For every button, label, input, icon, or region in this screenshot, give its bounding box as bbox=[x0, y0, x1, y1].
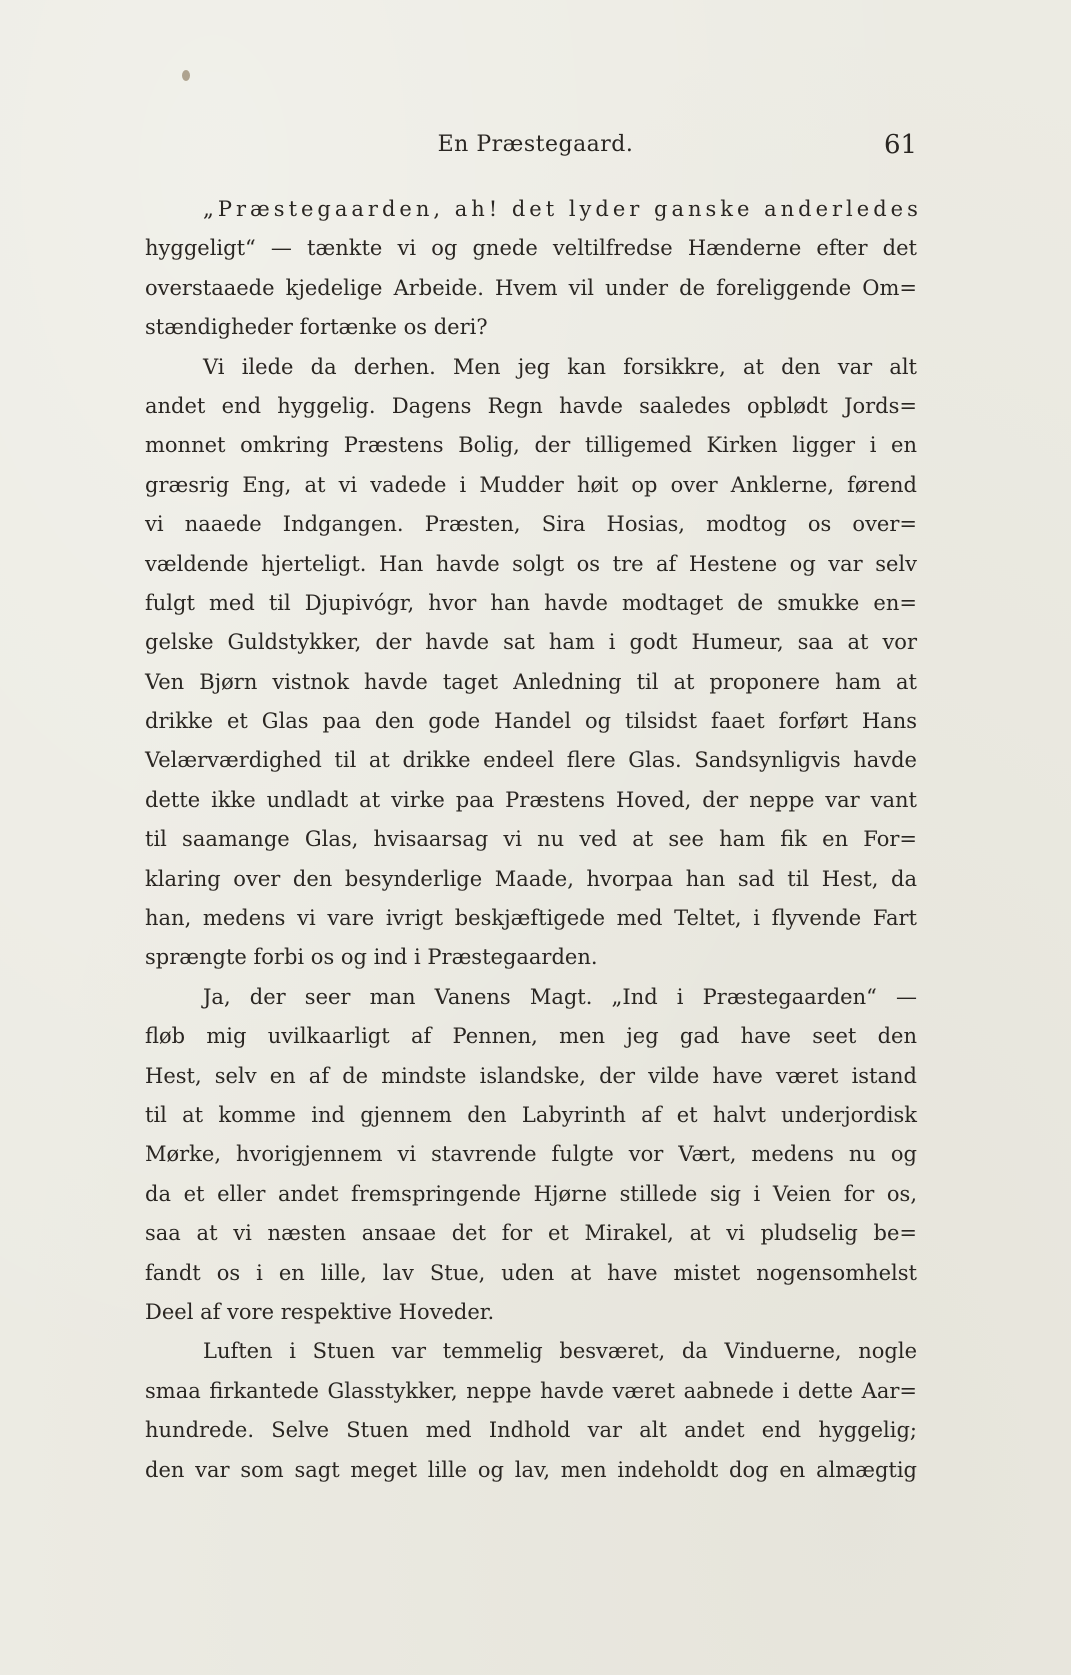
text-line: vi naaede Indgangen. Præsten, Sira Hosias, modtog os over= bbox=[145, 512, 917, 537]
body-text bbox=[145, 190, 922, 1490]
text-line: Ja, der seer man Vanens Magt. „Ind i Præstegaarden“ — bbox=[203, 984, 917, 1009]
text-line: den var som sagt meget lille og lav, men indeholdt dog en almægtig bbox=[145, 1457, 917, 1482]
running-title: En Præstegaard. bbox=[437, 132, 634, 157]
text-line: sprængte forbi os og ind i Præstegaarden. bbox=[145, 945, 598, 970]
text-line: Ven Bjørn vistnok havde taget Anledning til at proponere ham at bbox=[145, 669, 917, 694]
text-line: hundrede. Selve Stuen med Indhold var alt andet end hyggelig; bbox=[145, 1418, 917, 1443]
text-line: til saamange Glas, hvisaarsag vi nu ved at see ham fik en For= bbox=[145, 827, 917, 852]
page-number: 61 bbox=[884, 130, 918, 160]
text-line: Vi ilede da derhen. Men jeg kan forsikkre, at den var alt bbox=[203, 354, 917, 379]
text-line: saa at vi næsten ansaae det for et Mirakel, at vi pludselig be= bbox=[145, 1221, 917, 1246]
text-line: Luften i Stuen var temmelig besværet, da Vinduerne, nogle bbox=[203, 1339, 917, 1364]
text-line: „Præstegaarden, ah! det lyder ganske anderledes bbox=[203, 197, 922, 221]
text-line: smaa firkantede Glasstykker, neppe havde været aabnede i dette Aar= bbox=[145, 1378, 917, 1403]
text-line: dette ikke undladt at virke paa Præstens Hoved, der neppe var vant bbox=[145, 787, 917, 812]
text-line: gelske Guldstykker, der havde sat ham i godt Humeur, saa at vor bbox=[145, 630, 917, 655]
text-line: Hest, selv en af de mindste islandske, der vilde have været istand bbox=[145, 1063, 917, 1088]
text-line: da et eller andet fremspringende Hjørne stillede sig i Veien for os, bbox=[145, 1181, 917, 1206]
text-line: stændigheder fortænke os deri? bbox=[145, 315, 488, 340]
text-line: han, medens vi vare ivrigt beskjæftigede med Teltet, i flyvende Fart bbox=[145, 906, 917, 931]
text-line: Deel af vore respektive Hoveder. bbox=[145, 1299, 495, 1324]
text-line: andet end hyggelig. Dagens Regn havde saaledes opblødt Jords= bbox=[145, 393, 917, 418]
text-line: klaring over den besynderlige Maade, hvorpaa han sad til Hest, da bbox=[145, 866, 917, 891]
text-line: hyggeligt“ — tænkte vi og gnede veltilfredse Hænderne efter det bbox=[145, 236, 917, 261]
text-line: monnet omkring Præstens Bolig, der tilligemed Kirken ligger i en bbox=[145, 433, 917, 458]
text-line: Mørke, hvorigjennem vi stavrende fulgte vor Vært, medens nu og bbox=[145, 1142, 917, 1167]
running-header bbox=[0, 128, 1071, 162]
text-line: fulgt med til Djupivógr, hvor han havde modtaget de smukke en= bbox=[145, 590, 917, 615]
text-line: fløb mig uvilkaarligt af Pennen, men jeg gad have seet den bbox=[145, 1024, 917, 1049]
text-line: græsrig Eng, at vi vadede i Mudder høit op over Anklerne, førend bbox=[145, 472, 917, 497]
text-line: vældende hjerteligt. Han havde solgt os tre af Hestene og var selv bbox=[145, 551, 917, 576]
text-line: Velærværdighed til at drikke endeel flere Glas. Sandsynligvis havde bbox=[145, 748, 917, 773]
ink-smudge bbox=[182, 70, 190, 81]
text-line: til at komme ind gjennem den Labyrinth af et halvt underjordisk bbox=[145, 1102, 917, 1127]
text-line: drikke et Glas paa den gode Handel og tilsidst faaet forført Hans bbox=[145, 709, 917, 734]
text-line: fandt os i en lille, lav Stue, uden at have mistet nogensomhelst bbox=[145, 1260, 917, 1285]
text-line: overstaaede kjedelige Arbeide. Hvem vil under de foreliggende Om= bbox=[145, 275, 917, 300]
